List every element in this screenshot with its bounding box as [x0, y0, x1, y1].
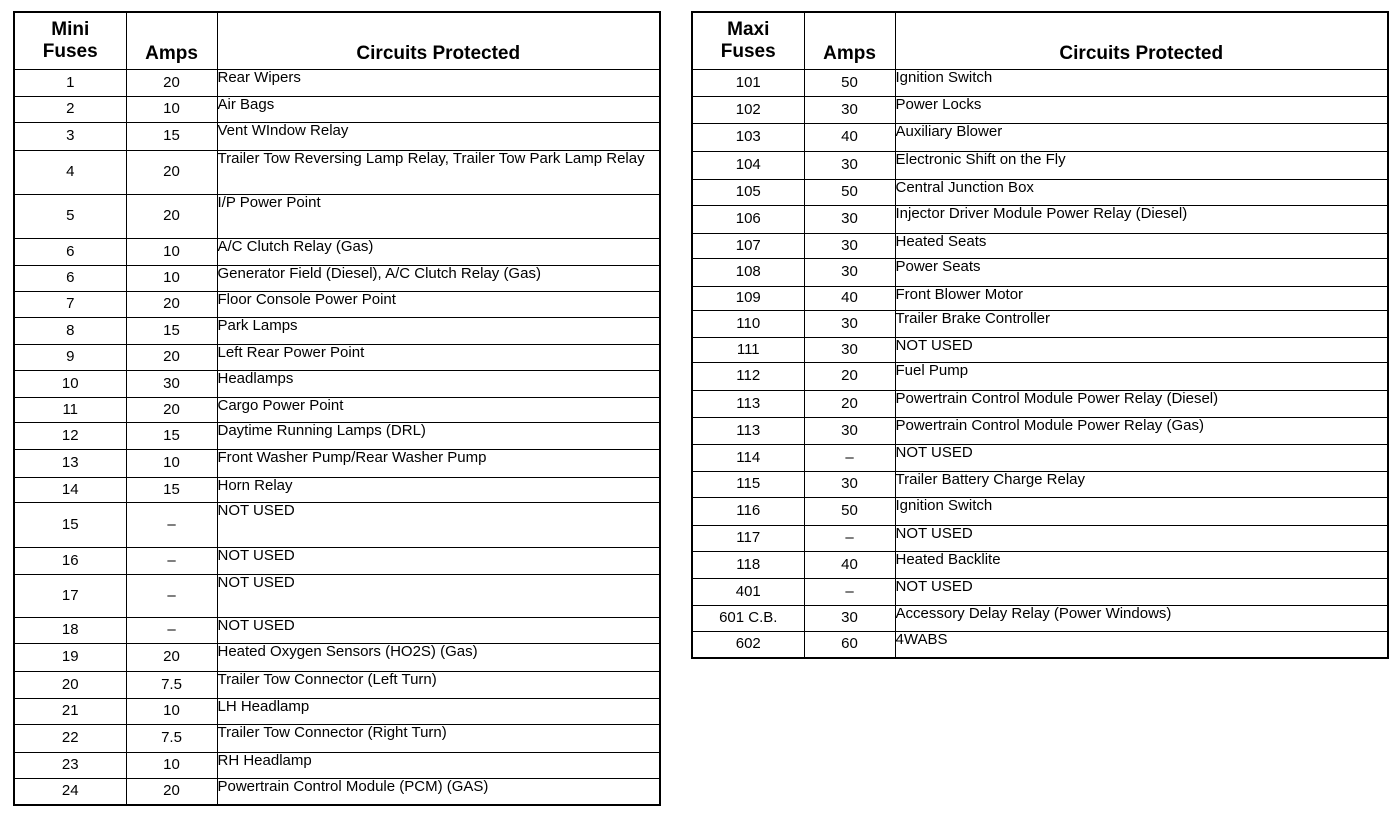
table-row: [692, 551, 1388, 578]
fuse-number: 6: [14, 238, 126, 265]
fuse-amps: –: [126, 574, 217, 617]
fuse-number: 20: [14, 671, 126, 698]
circuit-protected: NOT USED: [217, 574, 660, 617]
table-row: [692, 286, 1388, 310]
circuit-protected: Park Lamps: [217, 317, 660, 344]
fuse-amps: 40: [804, 286, 895, 310]
circuit-protected: Horn Relay: [217, 477, 660, 502]
table-row: [692, 205, 1388, 233]
fuse-amps: 10: [126, 265, 217, 291]
circuit-protected: Rear Wipers: [217, 69, 660, 96]
circuit-protected: Generator Field (Diesel), A/C Clutch Relay (Gas): [217, 265, 660, 291]
fuse-number: 7: [14, 291, 126, 317]
circuit-protected: NOT USED: [217, 617, 660, 643]
table-row: [14, 671, 660, 698]
mini-header-row: [14, 12, 660, 69]
fuse-number: 111: [692, 337, 804, 362]
table-row: [14, 477, 660, 502]
table-row: [692, 578, 1388, 605]
table-row: [14, 238, 660, 265]
table-row: [14, 547, 660, 574]
fuse-amps: 20: [126, 344, 217, 370]
maxi-fuses-header-line2: Fuses: [720, 40, 776, 62]
table-row: [14, 317, 660, 344]
fuse-number: 105: [692, 179, 804, 205]
fuse-amps: 30: [804, 96, 895, 123]
table-row: [14, 574, 660, 617]
circuit-protected: Ignition Switch: [895, 69, 1388, 96]
table-row: [14, 69, 660, 96]
circuit-protected: Ignition Switch: [895, 497, 1388, 525]
fuse-number: 9: [14, 344, 126, 370]
fuse-amps: 20: [126, 291, 217, 317]
fuse-number: 13: [14, 449, 126, 477]
maxi-circuits-header: Circuits Protected: [895, 12, 1388, 69]
fuse-number: 24: [14, 778, 126, 805]
circuit-protected: Trailer Tow Connector (Left Turn): [217, 671, 660, 698]
fuse-amps: 20: [126, 397, 217, 422]
circuit-protected: Daytime Running Lamps (DRL): [217, 422, 660, 449]
fuse-number: 114: [692, 444, 804, 471]
circuit-protected: Accessory Delay Relay (Power Windows): [895, 605, 1388, 631]
fuse-number: 101: [692, 69, 804, 96]
fuse-amps: –: [126, 502, 217, 547]
fuse-number: 1: [14, 69, 126, 96]
fuse-amps: 7.5: [126, 671, 217, 698]
fuse-amps: –: [804, 525, 895, 551]
circuit-protected: Powertrain Control Module (PCM) (GAS): [217, 778, 660, 805]
fuse-amps: 15: [126, 477, 217, 502]
fuse-amps: 15: [126, 317, 217, 344]
fuse-number: 11: [14, 397, 126, 422]
circuit-protected: Trailer Tow Reversing Lamp Relay, Trailer Tow Park Lamp Relay: [217, 150, 660, 194]
circuit-protected: Front Blower Motor: [895, 286, 1388, 310]
fuse-amps: 20: [126, 643, 217, 671]
circuit-protected: Heated Backlite: [895, 551, 1388, 578]
table-row: [14, 291, 660, 317]
mini-fuses-header: [14, 12, 126, 69]
fuse-number: 4: [14, 150, 126, 194]
fuse-number: 601 C.B.: [692, 605, 804, 631]
table-row: [692, 123, 1388, 151]
fuse-amps: 10: [126, 96, 217, 122]
fuse-amps: 30: [804, 233, 895, 258]
table-row: [14, 617, 660, 643]
fuse-number: 22: [14, 724, 126, 752]
fuse-amps: 30: [126, 370, 217, 397]
fuse-number: 118: [692, 551, 804, 578]
fuse-number: 23: [14, 752, 126, 778]
fuse-amps: 20: [804, 362, 895, 390]
maxi-fuses-table: [691, 11, 1389, 659]
fuse-amps: 20: [126, 69, 217, 96]
fuse-amps: 20: [804, 390, 895, 417]
circuit-protected: NOT USED: [895, 525, 1388, 551]
table-row: [692, 605, 1388, 631]
circuit-protected: NOT USED: [895, 337, 1388, 362]
fuse-number: 21: [14, 698, 126, 724]
fuse-number: 16: [14, 547, 126, 574]
mini-fuses-table: [13, 11, 661, 806]
fuse-number: 5: [14, 194, 126, 238]
table-row: [14, 643, 660, 671]
circuit-protected: Heated Oxygen Sensors (HO2S) (Gas): [217, 643, 660, 671]
fuse-number: 113: [692, 417, 804, 444]
circuit-protected: NOT USED: [895, 578, 1388, 605]
table-row: [14, 96, 660, 122]
mini-amps-header: Amps: [126, 12, 217, 69]
fuse-number: 18: [14, 617, 126, 643]
fuse-amps: 20: [126, 194, 217, 238]
table-row: [14, 397, 660, 422]
table-row: [692, 444, 1388, 471]
circuit-protected: Central Junction Box: [895, 179, 1388, 205]
circuit-protected: Headlamps: [217, 370, 660, 397]
mini-fuses-header-line1: Mini: [51, 18, 90, 40]
circuit-protected: Trailer Tow Connector (Right Turn): [217, 724, 660, 752]
fuse-number: 112: [692, 362, 804, 390]
table-row: [14, 422, 660, 449]
fuse-amps: 10: [126, 449, 217, 477]
fuse-amps: 30: [804, 310, 895, 337]
table-row: [692, 471, 1388, 497]
circuit-protected: Power Seats: [895, 258, 1388, 286]
circuit-protected: Left Rear Power Point: [217, 344, 660, 370]
circuit-protected: Front Washer Pump/Rear Washer Pump: [217, 449, 660, 477]
maxi-fuses-header-line1: Maxi: [727, 18, 770, 40]
mini-circuits-header: Circuits Protected: [217, 12, 660, 69]
fuse-number: 602: [692, 631, 804, 658]
fuse-amps: 40: [804, 123, 895, 151]
fuse-number: 17: [14, 574, 126, 617]
table-row: [692, 525, 1388, 551]
mini-fuses-header-line2: Fuses: [42, 40, 98, 62]
fuse-number: 102: [692, 96, 804, 123]
table-row: [692, 258, 1388, 286]
fuse-amps: 15: [126, 422, 217, 449]
fuse-amps: 30: [804, 471, 895, 497]
fuse-amps: 40: [804, 551, 895, 578]
fuse-number: 106: [692, 205, 804, 233]
fuse-amps: 10: [126, 752, 217, 778]
circuit-protected: Vent WIndow Relay: [217, 122, 660, 150]
fuse-number: 6: [14, 265, 126, 291]
circuit-protected: 4WABS: [895, 631, 1388, 658]
fuse-amps: –: [804, 444, 895, 471]
table-row: [14, 122, 660, 150]
circuit-protected: A/C Clutch Relay (Gas): [217, 238, 660, 265]
circuit-protected: Powertrain Control Module Power Relay (Gas): [895, 417, 1388, 444]
fuse-amps: 20: [126, 778, 217, 805]
fuse-number: 104: [692, 151, 804, 179]
maxi-fuses-header: [692, 12, 804, 69]
fuse-number: 10: [14, 370, 126, 397]
circuit-protected: NOT USED: [217, 502, 660, 547]
fuse-number: 117: [692, 525, 804, 551]
fuse-number: 12: [14, 422, 126, 449]
table-row: [14, 449, 660, 477]
circuit-protected: Electronic Shift on the Fly: [895, 151, 1388, 179]
table-row: [14, 344, 660, 370]
fuse-amps: 60: [804, 631, 895, 658]
fuse-number: 8: [14, 317, 126, 344]
fuse-number: 15: [14, 502, 126, 547]
fuse-amps: 30: [804, 417, 895, 444]
table-row: [14, 370, 660, 397]
fuse-amps: 30: [804, 258, 895, 286]
table-row: [692, 337, 1388, 362]
circuit-protected: Trailer Battery Charge Relay: [895, 471, 1388, 497]
fuse-number: 14: [14, 477, 126, 502]
fuse-number: 107: [692, 233, 804, 258]
fuse-amps: 10: [126, 698, 217, 724]
table-row: [14, 698, 660, 724]
circuit-protected: Auxiliary Blower: [895, 123, 1388, 151]
fuse-amps: 30: [804, 205, 895, 233]
fuse-amps: 50: [804, 69, 895, 96]
fuse-number: 2: [14, 96, 126, 122]
table-row: [692, 417, 1388, 444]
fuse-amps: 7.5: [126, 724, 217, 752]
circuit-protected: Cargo Power Point: [217, 397, 660, 422]
table-row: [692, 390, 1388, 417]
table-row: [692, 96, 1388, 123]
table-row: [14, 265, 660, 291]
fuse-number: 3: [14, 122, 126, 150]
circuit-protected: Air Bags: [217, 96, 660, 122]
circuit-protected: Fuel Pump: [895, 362, 1388, 390]
fuse-number: 19: [14, 643, 126, 671]
circuit-protected: Heated Seats: [895, 233, 1388, 258]
circuit-protected: Injector Driver Module Power Relay (Diesel): [895, 205, 1388, 233]
circuit-protected: LH Headlamp: [217, 698, 660, 724]
circuit-protected: RH Headlamp: [217, 752, 660, 778]
circuit-protected: Floor Console Power Point: [217, 291, 660, 317]
table-row: [14, 778, 660, 805]
table-row: [692, 233, 1388, 258]
circuit-protected: Powertrain Control Module Power Relay (Diesel): [895, 390, 1388, 417]
table-row: [692, 179, 1388, 205]
circuit-protected: I/P Power Point: [217, 194, 660, 238]
table-row: [692, 151, 1388, 179]
fuse-amps: –: [126, 547, 217, 574]
fuse-amps: 15: [126, 122, 217, 150]
fuse-number: 103: [692, 123, 804, 151]
fuse-amps: –: [804, 578, 895, 605]
fuse-number: 110: [692, 310, 804, 337]
fuse-amps: 10: [126, 238, 217, 265]
circuit-protected: NOT USED: [895, 444, 1388, 471]
table-row: [14, 150, 660, 194]
table-row: [692, 310, 1388, 337]
table-row: [14, 752, 660, 778]
fuse-amps: 30: [804, 337, 895, 362]
fuse-number: 108: [692, 258, 804, 286]
fuse-amps: 30: [804, 151, 895, 179]
fuse-amps: 20: [126, 150, 217, 194]
fuse-number: 401: [692, 578, 804, 605]
table-row: [692, 69, 1388, 96]
fuse-amps: 50: [804, 497, 895, 525]
circuit-protected: Power Locks: [895, 96, 1388, 123]
fuse-amps: 50: [804, 179, 895, 205]
circuit-protected: NOT USED: [217, 547, 660, 574]
fuse-amps: –: [126, 617, 217, 643]
fuse-number: 116: [692, 497, 804, 525]
table-row: [692, 497, 1388, 525]
fuse-amps: 30: [804, 605, 895, 631]
fuse-number: 115: [692, 471, 804, 497]
table-row: [14, 502, 660, 547]
table-row: [692, 362, 1388, 390]
table-row: [692, 631, 1388, 658]
maxi-header-row: [692, 12, 1388, 69]
table-row: [14, 194, 660, 238]
circuit-protected: Trailer Brake Controller: [895, 310, 1388, 337]
maxi-amps-header: Amps: [804, 12, 895, 69]
fuse-number: 113: [692, 390, 804, 417]
table-row: [14, 724, 660, 752]
fuse-number: 109: [692, 286, 804, 310]
